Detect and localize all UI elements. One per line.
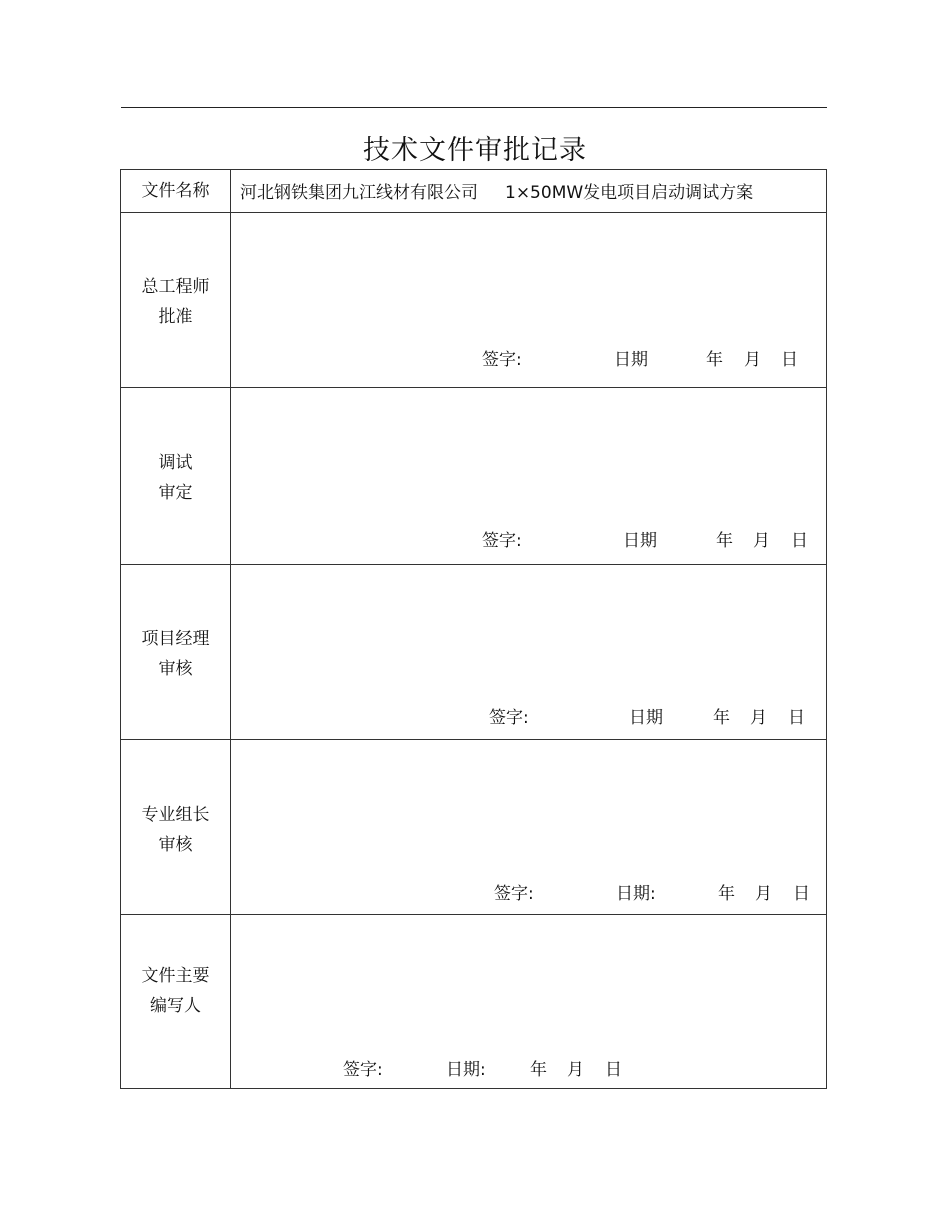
signature-label: 签字:	[343, 1060, 383, 1080]
signature-label: 签字:	[482, 350, 522, 370]
row-label-team-leader: 专业组长 审核	[141, 805, 210, 855]
row-label-commissioning: 调试 审定	[158, 453, 193, 503]
year-label: 年	[713, 708, 730, 728]
file-name-project: 1×50MW发电项目启动调试方案	[505, 183, 754, 203]
file-name-value: 河北钢铁集团九江线材有限公司	[240, 183, 478, 203]
year-label: 年	[718, 884, 735, 904]
year-label: 年	[530, 1060, 547, 1080]
row-divider	[120, 914, 827, 915]
signature-label: 签字:	[489, 708, 529, 728]
month-label: 月	[755, 884, 772, 904]
day-label: 日	[791, 531, 808, 551]
row-label-main-author: 文件主要 编写人	[141, 966, 210, 1016]
date-label: 日期:	[616, 884, 656, 904]
date-label: 日期	[623, 531, 657, 551]
row-divider	[120, 212, 827, 213]
day-label: 日	[781, 350, 798, 370]
day-label: 日	[793, 884, 810, 904]
file-name-label: 文件名称	[141, 181, 210, 201]
month-label: 月	[750, 708, 767, 728]
column-divider	[230, 169, 231, 1089]
header-rule	[121, 107, 827, 108]
row-divider	[120, 564, 827, 565]
row-label-project-manager: 项目经理 审核	[141, 629, 210, 679]
month-label: 月	[753, 531, 770, 551]
page-title: 技术文件审批记录	[363, 135, 587, 166]
month-label: 月	[744, 350, 761, 370]
signature-label: 签字:	[494, 884, 534, 904]
signature-label: 签字:	[482, 531, 522, 551]
date-label: 日期	[629, 708, 663, 728]
date-label: 日期:	[446, 1060, 486, 1080]
day-label: 日	[788, 708, 805, 728]
year-label: 年	[706, 350, 723, 370]
row-label-chief-engineer: 总工程师 批准	[141, 277, 210, 327]
date-label: 日期	[614, 350, 648, 370]
month-label: 月	[567, 1060, 584, 1080]
day-label: 日	[605, 1060, 622, 1080]
row-divider	[120, 739, 827, 740]
row-divider	[120, 387, 827, 388]
year-label: 年	[716, 531, 733, 551]
